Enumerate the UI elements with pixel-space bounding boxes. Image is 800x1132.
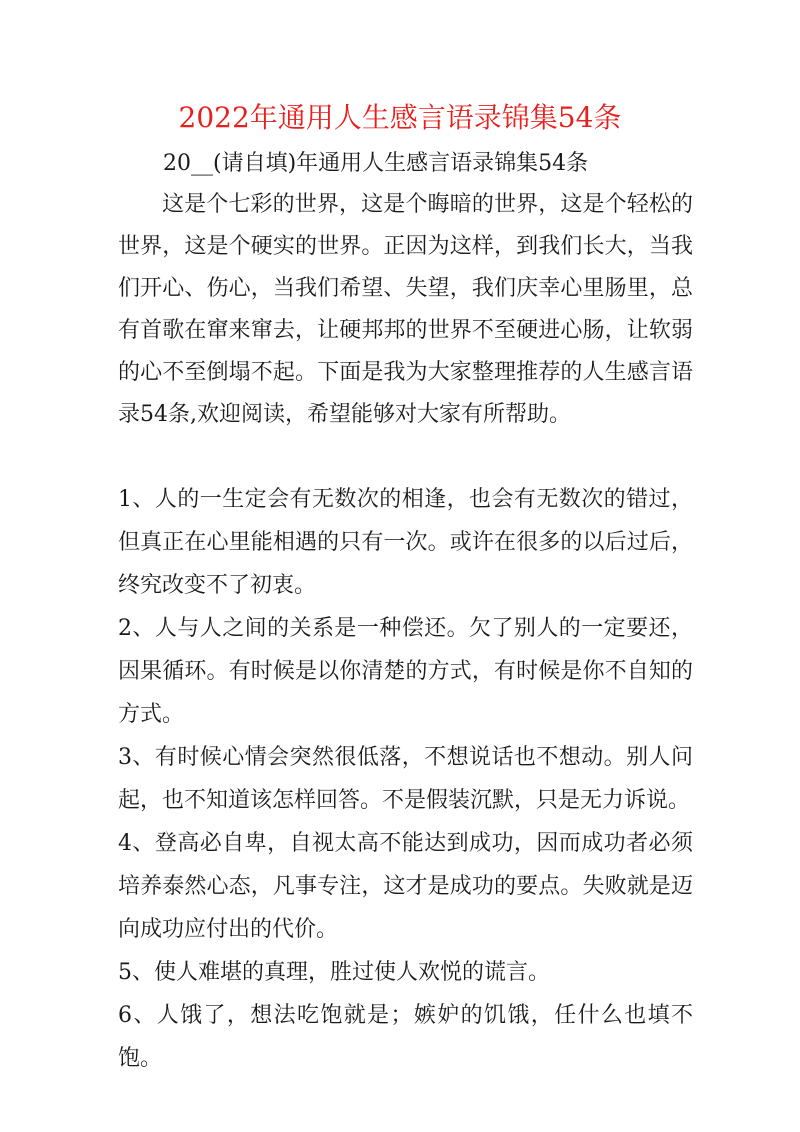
list-item: 1、人的一生定会有无数次的相逢，也会有无数次的错过，但真正在心里能相遇的只有一次。或许在很多的以后过后，终究改变不了初衷。 — [118, 487, 693, 598]
list-item: 2、人与人之间的关系是一种偿还。欠了别人的一定要还，因果循环。有时候是以你清楚的方式，有时候是你不自知的方式。 — [118, 616, 693, 727]
document-title: 2022年通用人生感言语录锦集54条 — [178, 101, 622, 134]
document-subtitle: 20__(请自填)年通用人生感言语录锦集54条 — [163, 151, 589, 176]
quote-list — [118, 478, 693, 1080]
list-item: 3、有时候心情会突然很低落，不想说话也不想动。别人问起，也不知道该怎样回答。不是假装沉默，只是无力诉说。 — [118, 745, 693, 813]
intro-paragraph: 这是个七彩的世界，这是个晦暗的世界，这是个轻松的世界，这是个硬实的世界。正因为这样，到我们长大，当我们开心、伤心，当我们希望、失望，我们庆幸心里肠里，总有首歌在窜来窜去，让硬邦邦的世界不至硬进心肠，让软弱的心不至倒塌不起。下面是我为大家整理推荐的人生感言语录54条,欢迎阅读，希望能够对大家有所帮助。 — [118, 192, 693, 427]
list-item: 5、使人难堪的真理，胜过使人欢悦的谎言。 — [118, 960, 550, 985]
list-item: 4、登高必自卑，自视太高不能达到成功，因而成功者必须培养泰然心态，凡事专注，这才是成功的要点。失败就是迈向成功应付出的代价。 — [118, 831, 693, 942]
list-item: 6、人饿了，想法吃饱就是；嫉妒的饥饿，任什么也填不饱。 — [118, 1003, 693, 1071]
